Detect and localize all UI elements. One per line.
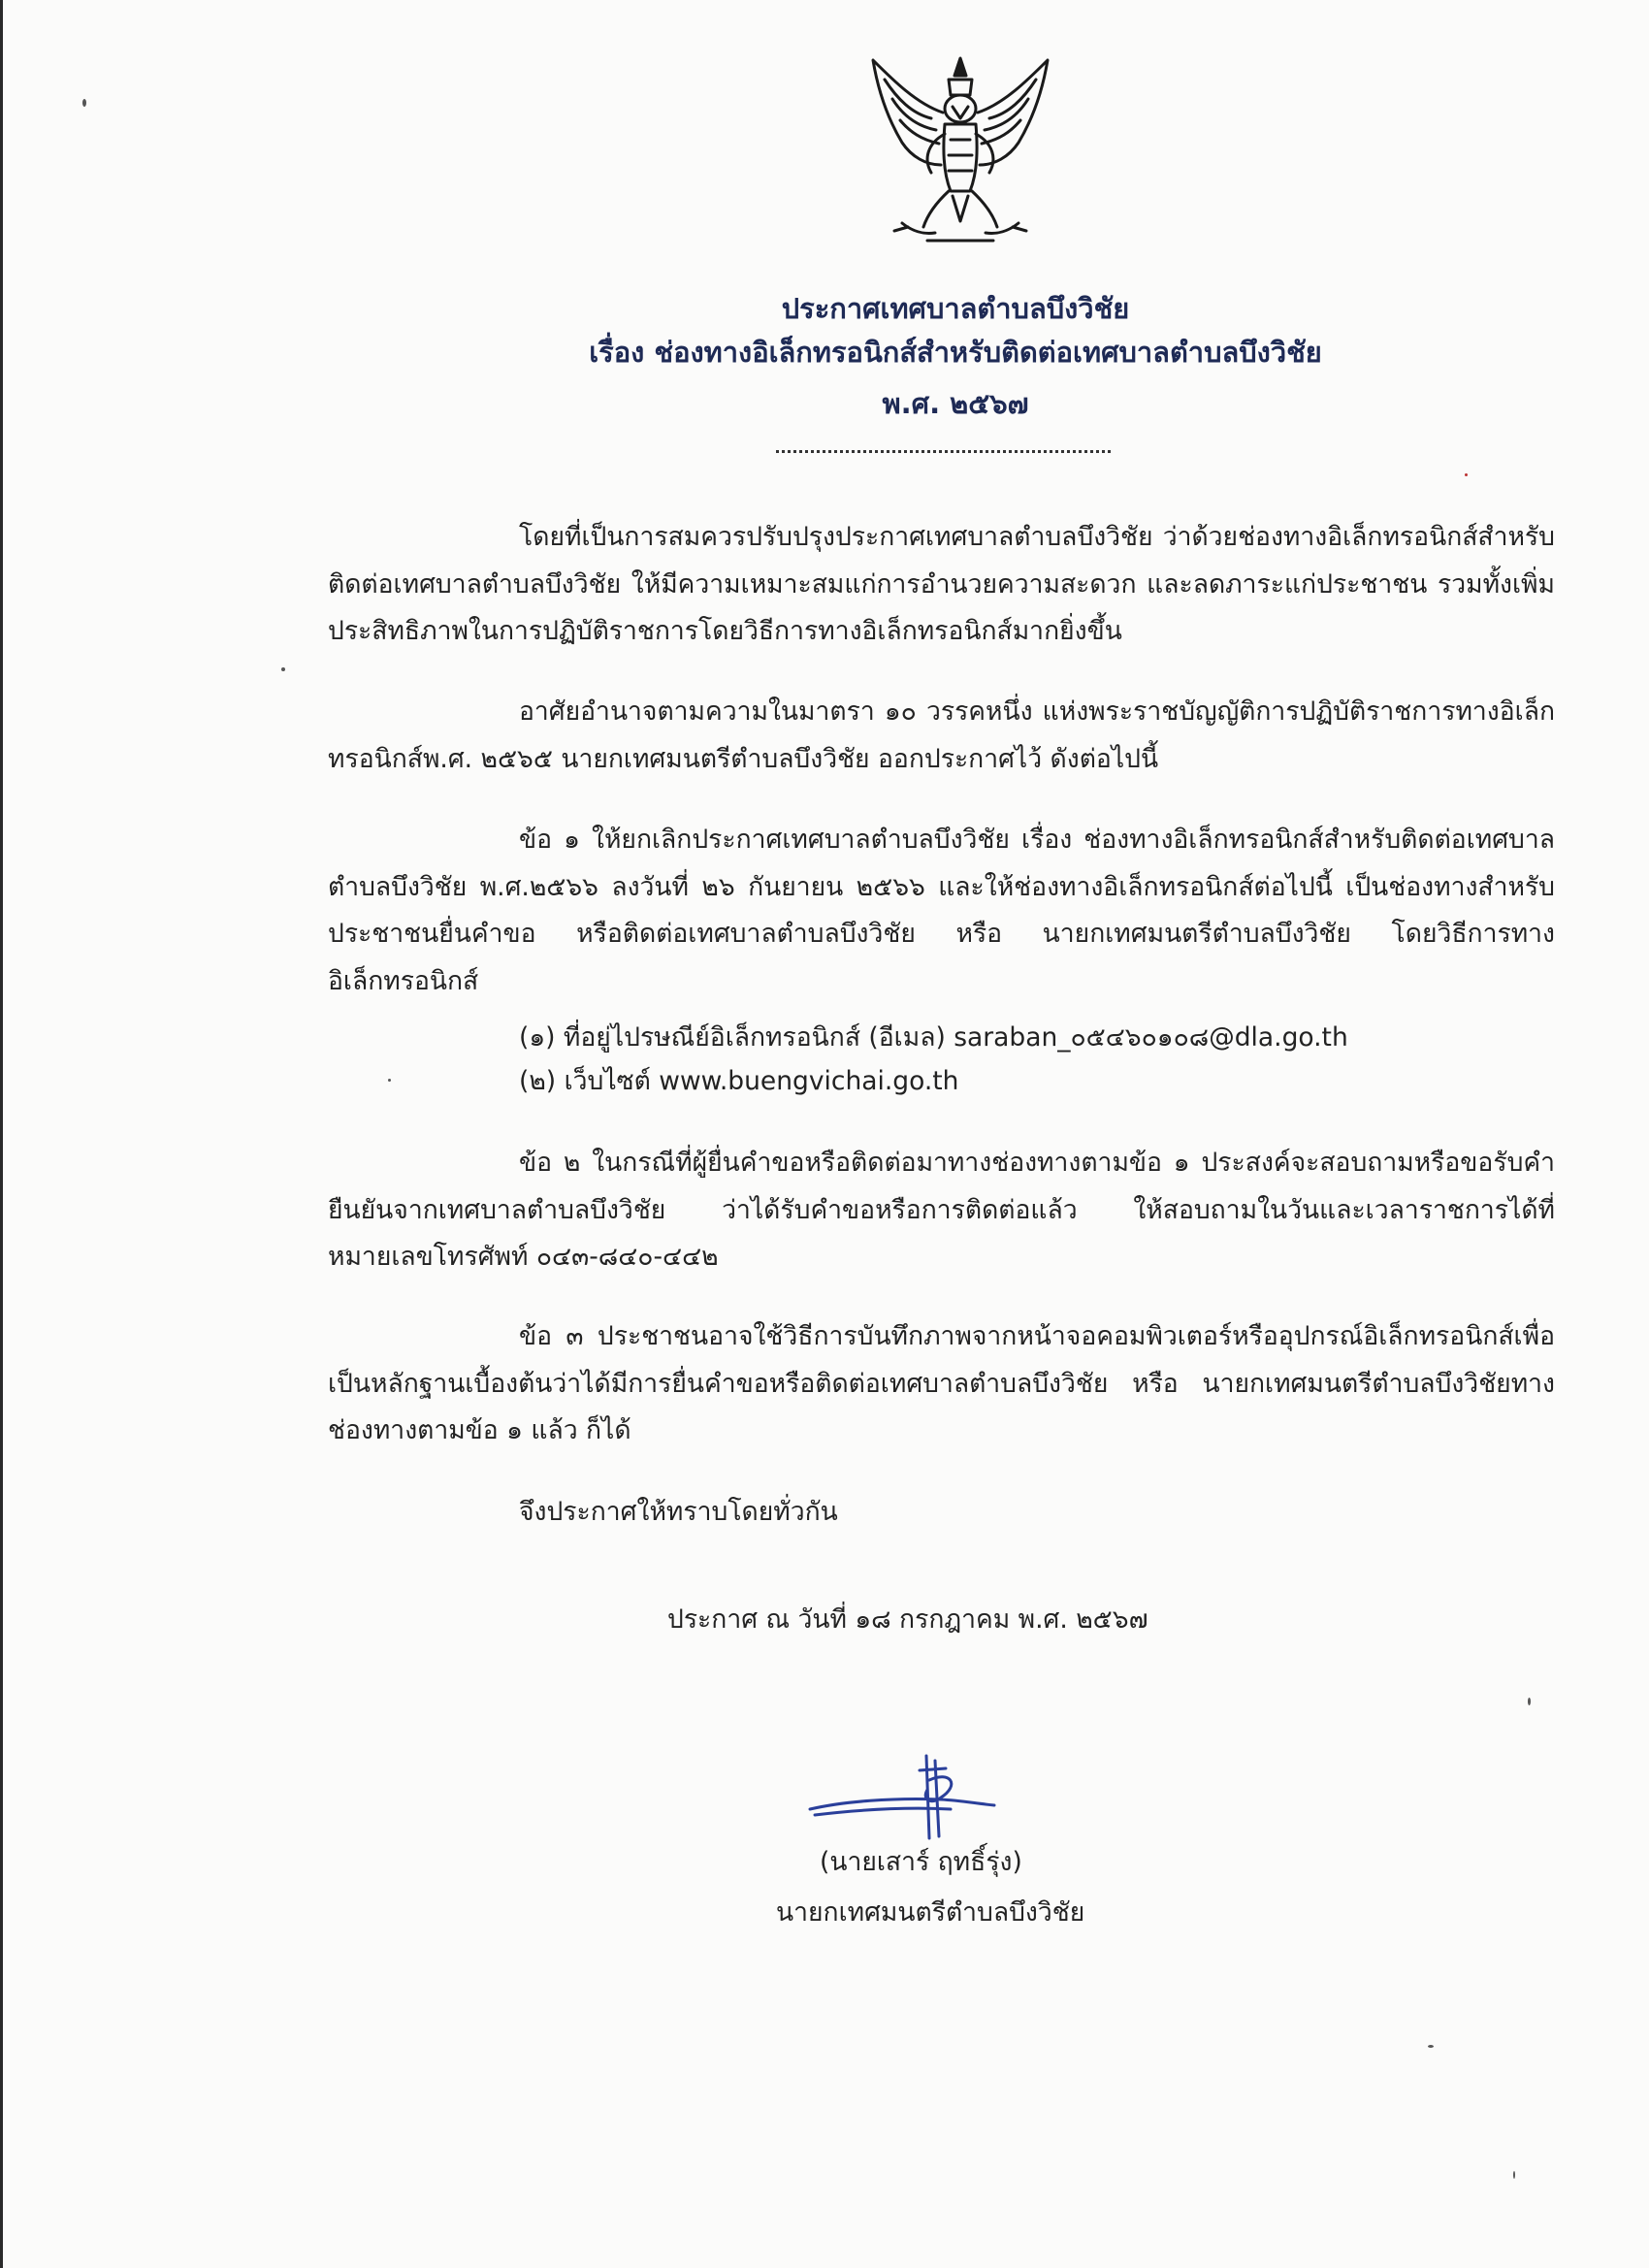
scan-speck <box>1428 2045 1434 2048</box>
signature-scrawl <box>805 1751 999 1843</box>
announcement-year: พ.ศ. ๒๕๖๗ <box>882 387 1029 420</box>
clause-3-paragraph: ข้อ ๓ ประชาชนอาจใช้วิธีการบันทึกภาพจากหน้าจอคอมพิวเตอร์หรืออุปกรณ์อิเล็กทรอนิกส์เพื่อเป็นหลักฐานเบื้องต้นว่าได้มีการยื่นคำขอหรือติดต่อเทศบาลตำบลบึงวิชัย หรือ นายกเทศมนตรีตำบลบึงวิชัยทาง ช่องทางตามข้อ ๑ แล้ว ก็ได้ <box>328 1321 1555 1445</box>
intro-paragraph: โดยที่เป็นการสมควรปรับปรุงประกาศเทศบาลตำบลบึงวิชัย ว่าด้วยช่องทางอิเล็กทรอนิกส์สำหรับติดต่อเทศบาลตำบลบึงวิชัย ให้มีความเหมาะสมแก่การอำนวยความสะดวก และลดภาระแก่ประชาชน รวมทั้งเพิ่มประสิทธิภาพในการปฏิบัติราชการโดยวิธีการทางอิเล็กทรอนิกส์มากยิ่งขึ้น <box>328 522 1555 646</box>
scan-speck <box>1465 473 1468 476</box>
scan-speck <box>388 1079 391 1082</box>
authority-paragraph: อาศัยอำนาจตามความในมาตรา ๑๐ วรรคหนึ่ง แห่งพระราชบัญญัติการปฏิบัติราชการทางอิเล็กทรอนิกส์พ.ศ. ๒๕๖๕ นายกเทศมนตรีตำบลบึงวิชัย ออกประกาศไว้ ดังต่อไปนี้ <box>328 697 1555 774</box>
scan-speck <box>1528 1698 1531 1705</box>
signatory-title: นายกเทศมนตรีตำบลบึงวิชัย <box>776 1897 1085 1928</box>
dotted-separator <box>776 450 1111 453</box>
scan-speck <box>1513 2171 1515 2179</box>
announcement-title: ประกาศเทศบาลตำบลบึงวิชัย <box>781 292 1130 325</box>
scan-speck <box>82 99 86 107</box>
channel-website: (๒) เว็บไซต์ www.buengvichai.go.th <box>519 1066 959 1096</box>
scan-speck <box>281 667 285 671</box>
clause-1-paragraph: ข้อ ๑ ให้ยกเลิกประกาศเทศบาลตำบลบึงวิชัย เรื่อง ช่องทางอิเล็กทรอนิกส์สำหรับติดต่อเทศบาลตำบลบึงวิชัย พ.ศ.๒๕๖๖ ลงวันที่ ๒๖ กันยายน ๒๕๖๖ และให้ช่องทางอิเล็กทรอนิกส์ต่อไปนี้ เป็นช่องทางสำหรับประชาชนยื่นคำขอ หรือติดต่อเทศบาลตำบลบึงวิชัย หรือ นายกเทศมนตรีตำบลบึงวิชัย โดยวิธีการทางอิเล็กทรอนิกส์ <box>328 825 1555 996</box>
signatory-name: (นายเสาร์ ฤทธิ์รุ่ง) <box>820 1847 1022 1877</box>
announcement-subject: เรื่อง ช่องทางอิเล็กทรอนิกส์สำหรับติดต่อเทศบาลตำบลบึงวิชัย <box>589 336 1322 369</box>
closing-paragraph: จึงประกาศให้ทราบโดยทั่วกัน <box>519 1497 838 1527</box>
garuda-emblem-icon <box>834 50 1086 249</box>
clause-2-paragraph: ข้อ ๒ ในกรณีที่ผู้ยื่นคำขอหรือติดต่อมาทางช่องทางตามข้อ ๑ ประสงค์จะสอบถามหรือขอรับคำยืนยันจากเทศบาลตำบลบึงวิชัย ว่าได้รับคำขอหรือการติดต่อแล้ว ให้สอบถามในวันและเวลาราชการได้ที่หมายเลขโทรศัพท์ ๐๔๓-๘๔๐-๔๔๒ <box>328 1148 1555 1272</box>
announcement-date: ประกาศ ณ วันที่ ๑๘ กรกฎาคม พ.ศ. ๒๕๖๗ <box>667 1604 1148 1635</box>
channel-email: (๑) ที่อยู่ไปรษณีย์อิเล็กทรอนิกส์ (อีเมล) saraban_๐๕๔๖๐๑๐๘@dla.go.th <box>519 1022 1348 1053</box>
